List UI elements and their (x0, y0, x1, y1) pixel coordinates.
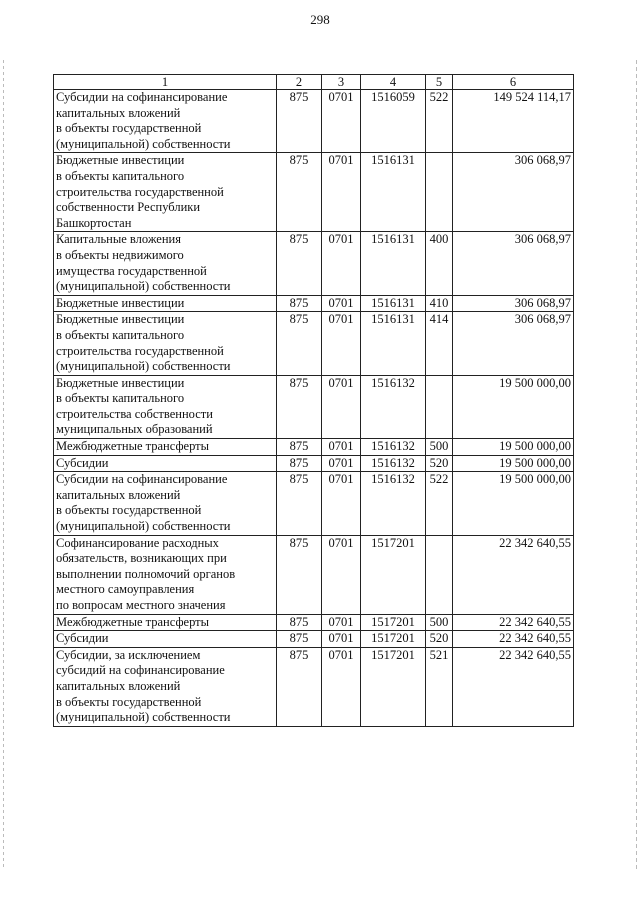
table-row (54, 153, 574, 232)
row-sum-cell-text: 19 500 000,00 (499, 439, 571, 454)
row-name-cell-text: Субсидии (56, 455, 109, 470)
row-kind-cell (426, 232, 453, 295)
row-article-cell (361, 375, 426, 438)
column-header-3: 3 (322, 75, 361, 90)
row-section-cell (322, 455, 361, 472)
column-header-1: 1 (54, 75, 277, 90)
row-name-cell (54, 153, 277, 232)
row-kind-cell-text: 522 (429, 472, 449, 487)
row-kind-cell (426, 631, 453, 648)
row-article-cell (361, 647, 426, 726)
scan-left-edge (3, 60, 4, 870)
row-section-cell-text: 0701 (328, 535, 354, 550)
row-code-cell (277, 455, 322, 472)
row-kind-cell (426, 312, 453, 375)
row-sum-cell-text: 306 068,97 (514, 232, 571, 247)
row-code-cell (277, 439, 322, 456)
row-code-cell (277, 631, 322, 648)
row-article-cell-text: 1516131 (371, 153, 415, 168)
row-section-cell (322, 90, 361, 153)
row-sum-cell (453, 614, 574, 631)
row-section-cell-text: 0701 (328, 295, 354, 310)
row-name-cell (54, 439, 277, 456)
row-code-cell-text: 875 (289, 153, 309, 168)
table-row (54, 647, 574, 726)
row-sum-cell-text: 19 500 000,00 (499, 375, 571, 390)
row-kind-cell (426, 439, 453, 456)
row-name-cell (54, 472, 277, 535)
row-sum-cell (453, 647, 574, 726)
row-sum-cell (453, 232, 574, 295)
row-article-cell (361, 614, 426, 631)
row-article-cell-text: 1516132 (371, 455, 415, 470)
row-code-cell-text: 875 (289, 535, 309, 550)
row-article-cell-text: 1516132 (371, 375, 415, 390)
row-code-cell-text: 875 (289, 312, 309, 327)
row-code-cell (277, 375, 322, 438)
row-section-cell (322, 535, 361, 614)
row-name-cell (54, 312, 277, 375)
row-article-cell (361, 535, 426, 614)
row-code-cell-text: 875 (289, 90, 309, 104)
row-section-cell-text: 0701 (328, 153, 354, 168)
table-row (54, 312, 574, 375)
row-name-cell-text: Бюджетные инвестиции в объекты капитального строительства государственной собственности Республики Башкортостан (56, 153, 224, 230)
row-kind-cell (426, 90, 453, 153)
table-body (54, 90, 574, 727)
column-header-4: 4 (361, 75, 426, 90)
budget-table (53, 74, 574, 727)
row-sum-cell (453, 375, 574, 438)
row-sum-cell (453, 90, 574, 153)
row-name-cell (54, 647, 277, 726)
row-sum-cell (453, 439, 574, 456)
row-kind-cell-text: 410 (429, 295, 449, 310)
row-sum-cell-text: 22 342 640,55 (499, 631, 571, 646)
row-sum-cell (453, 535, 574, 614)
row-kind-cell (426, 472, 453, 535)
scan-right-edge (636, 60, 637, 870)
row-name-cell-text: Субсидии, за исключением субсидий на софинансирование капитальных вложений в объекты государственной (муниципальной) собственности (56, 647, 231, 725)
row-kind-cell-text: 520 (429, 455, 449, 470)
row-code-cell-text: 875 (289, 375, 309, 390)
row-article-cell (361, 232, 426, 295)
row-article-cell-text: 1516131 (371, 312, 415, 327)
row-article-cell-text: 1516059 (371, 90, 415, 104)
column-header-6: 6 (453, 75, 574, 90)
row-name-cell (54, 631, 277, 648)
table-row (54, 455, 574, 472)
row-sum-cell (453, 153, 574, 232)
row-section-cell-text: 0701 (328, 90, 354, 104)
row-kind-cell-text: 522 (429, 90, 449, 104)
row-section-cell (322, 647, 361, 726)
row-name-cell (54, 614, 277, 631)
row-code-cell-text: 875 (289, 631, 309, 646)
row-sum-cell-text: 149 524 114,17 (493, 90, 571, 104)
row-code-cell (277, 535, 322, 614)
row-kind-cell-text: 400 (429, 232, 449, 247)
row-code-cell (277, 153, 322, 232)
row-code-cell-text: 875 (289, 472, 309, 487)
row-name-cell (54, 90, 277, 153)
row-name-cell-text: Субсидии на софинансирование капитальных вложений в объекты государственной (муниципальной) собственности (56, 472, 231, 534)
row-code-cell-text: 875 (289, 439, 309, 454)
row-article-cell (361, 153, 426, 232)
row-section-cell (322, 232, 361, 295)
row-code-cell-text: 875 (289, 614, 309, 629)
row-section-cell (322, 614, 361, 631)
row-article-cell (361, 312, 426, 375)
row-name-cell (54, 232, 277, 295)
row-sum-cell-text: 306 068,97 (514, 312, 571, 327)
row-name-cell-text: Бюджетные инвестиции в объекты капитального строительства государственной (муниципальной) собственности (56, 312, 231, 374)
row-sum-cell (453, 295, 574, 312)
row-name-cell-text: Капитальные вложения в объекты недвижимого имущества государственной (муниципальной) собственности (56, 232, 231, 294)
row-sum-cell-text: 22 342 640,55 (499, 614, 571, 629)
row-article-cell-text: 1516131 (371, 295, 415, 310)
row-article-cell-text: 1517201 (371, 631, 415, 646)
row-kind-cell (426, 295, 453, 312)
row-kind-cell (426, 535, 453, 614)
row-sum-cell-text: 19 500 000,00 (499, 455, 571, 470)
row-kind-cell (426, 614, 453, 631)
row-code-cell (277, 472, 322, 535)
table-header-row (54, 75, 574, 90)
row-section-cell-text: 0701 (328, 472, 354, 487)
row-sum-cell-text: 22 342 640,55 (499, 647, 571, 662)
row-code-cell (277, 90, 322, 153)
row-code-cell-text: 875 (289, 455, 309, 470)
row-kind-cell (426, 153, 453, 232)
row-sum-cell-text: 306 068,97 (514, 295, 571, 310)
row-name-cell-text: Межбюджетные трансферты (56, 439, 210, 454)
row-section-cell-text: 0701 (328, 455, 354, 470)
row-code-cell (277, 312, 322, 375)
row-name-cell (54, 535, 277, 614)
row-sum-cell (453, 312, 574, 375)
row-name-cell (54, 375, 277, 438)
row-name-cell-text: Межбюджетные трансферты (56, 614, 210, 629)
row-section-cell (322, 295, 361, 312)
row-section-cell (322, 153, 361, 232)
table-row (54, 295, 574, 312)
row-article-cell (361, 631, 426, 648)
row-section-cell (322, 439, 361, 456)
row-article-cell (361, 455, 426, 472)
row-kind-cell (426, 455, 453, 472)
row-name-cell-text: Бюджетные инвестиции в объекты капитального строительства собственности муниципальных образований (56, 375, 213, 437)
row-section-cell-text: 0701 (328, 232, 354, 247)
row-section-cell-text: 0701 (328, 647, 354, 662)
row-section-cell (322, 375, 361, 438)
row-article-cell-text: 1517201 (371, 647, 415, 662)
row-name-cell-text: Софинансирование расходных обязательств, возникающих при выполнении полномочий органов местного самоуправления по вопросам местного значения (56, 535, 236, 612)
row-name-cell (54, 295, 277, 312)
row-name-cell-text: Субсидии (56, 631, 109, 646)
row-code-cell (277, 614, 322, 631)
table-row (54, 90, 574, 153)
table-row (54, 439, 574, 456)
row-sum-cell (453, 455, 574, 472)
row-kind-cell-text: 500 (429, 614, 449, 629)
table-row (54, 232, 574, 295)
column-header-2: 2 (277, 75, 322, 90)
row-article-cell-text: 1517201 (371, 535, 415, 550)
row-kind-cell-text: 520 (429, 631, 449, 646)
row-code-cell-text: 875 (289, 647, 309, 662)
row-code-cell-text: 875 (289, 295, 309, 310)
row-sum-cell-text: 22 342 640,55 (499, 535, 571, 550)
row-section-cell-text: 0701 (328, 375, 354, 390)
row-section-cell-text: 0701 (328, 312, 354, 327)
row-sum-cell (453, 472, 574, 535)
table-row (54, 535, 574, 614)
row-section-cell-text: 0701 (328, 439, 354, 454)
row-article-cell-text: 1516131 (371, 232, 415, 247)
row-article-cell (361, 295, 426, 312)
page-number: 298 (310, 12, 330, 27)
row-kind-cell-text: 521 (429, 647, 449, 662)
row-article-cell (361, 472, 426, 535)
row-article-cell-text: 1517201 (371, 614, 415, 629)
row-section-cell-text: 0701 (328, 631, 354, 646)
row-code-cell (277, 232, 322, 295)
row-sum-cell-text: 306 068,97 (514, 153, 571, 168)
row-section-cell-text: 0701 (328, 614, 354, 629)
row-code-cell (277, 647, 322, 726)
row-kind-cell-text: 414 (429, 312, 449, 327)
table-row (54, 614, 574, 631)
row-article-cell-text: 1516132 (371, 472, 415, 487)
column-header-5: 5 (426, 75, 453, 90)
table-row (54, 375, 574, 438)
row-section-cell (322, 312, 361, 375)
row-section-cell (322, 472, 361, 535)
row-article-cell (361, 439, 426, 456)
row-name-cell (54, 455, 277, 472)
row-article-cell (361, 90, 426, 153)
row-kind-cell-text: 500 (429, 439, 449, 454)
row-kind-cell (426, 647, 453, 726)
row-name-cell-text: Субсидии на софинансирование капитальных вложений в объекты государственной (муниципальной) собственности (56, 90, 231, 151)
row-sum-cell-text: 19 500 000,00 (499, 472, 571, 487)
row-section-cell (322, 631, 361, 648)
table-row (54, 631, 574, 648)
table-row (54, 472, 574, 535)
row-article-cell-text: 1516132 (371, 439, 415, 454)
row-code-cell-text: 875 (289, 232, 309, 247)
row-name-cell-text: Бюджетные инвестиции (56, 295, 185, 310)
row-code-cell (277, 295, 322, 312)
row-kind-cell (426, 375, 453, 438)
row-sum-cell (453, 631, 574, 648)
